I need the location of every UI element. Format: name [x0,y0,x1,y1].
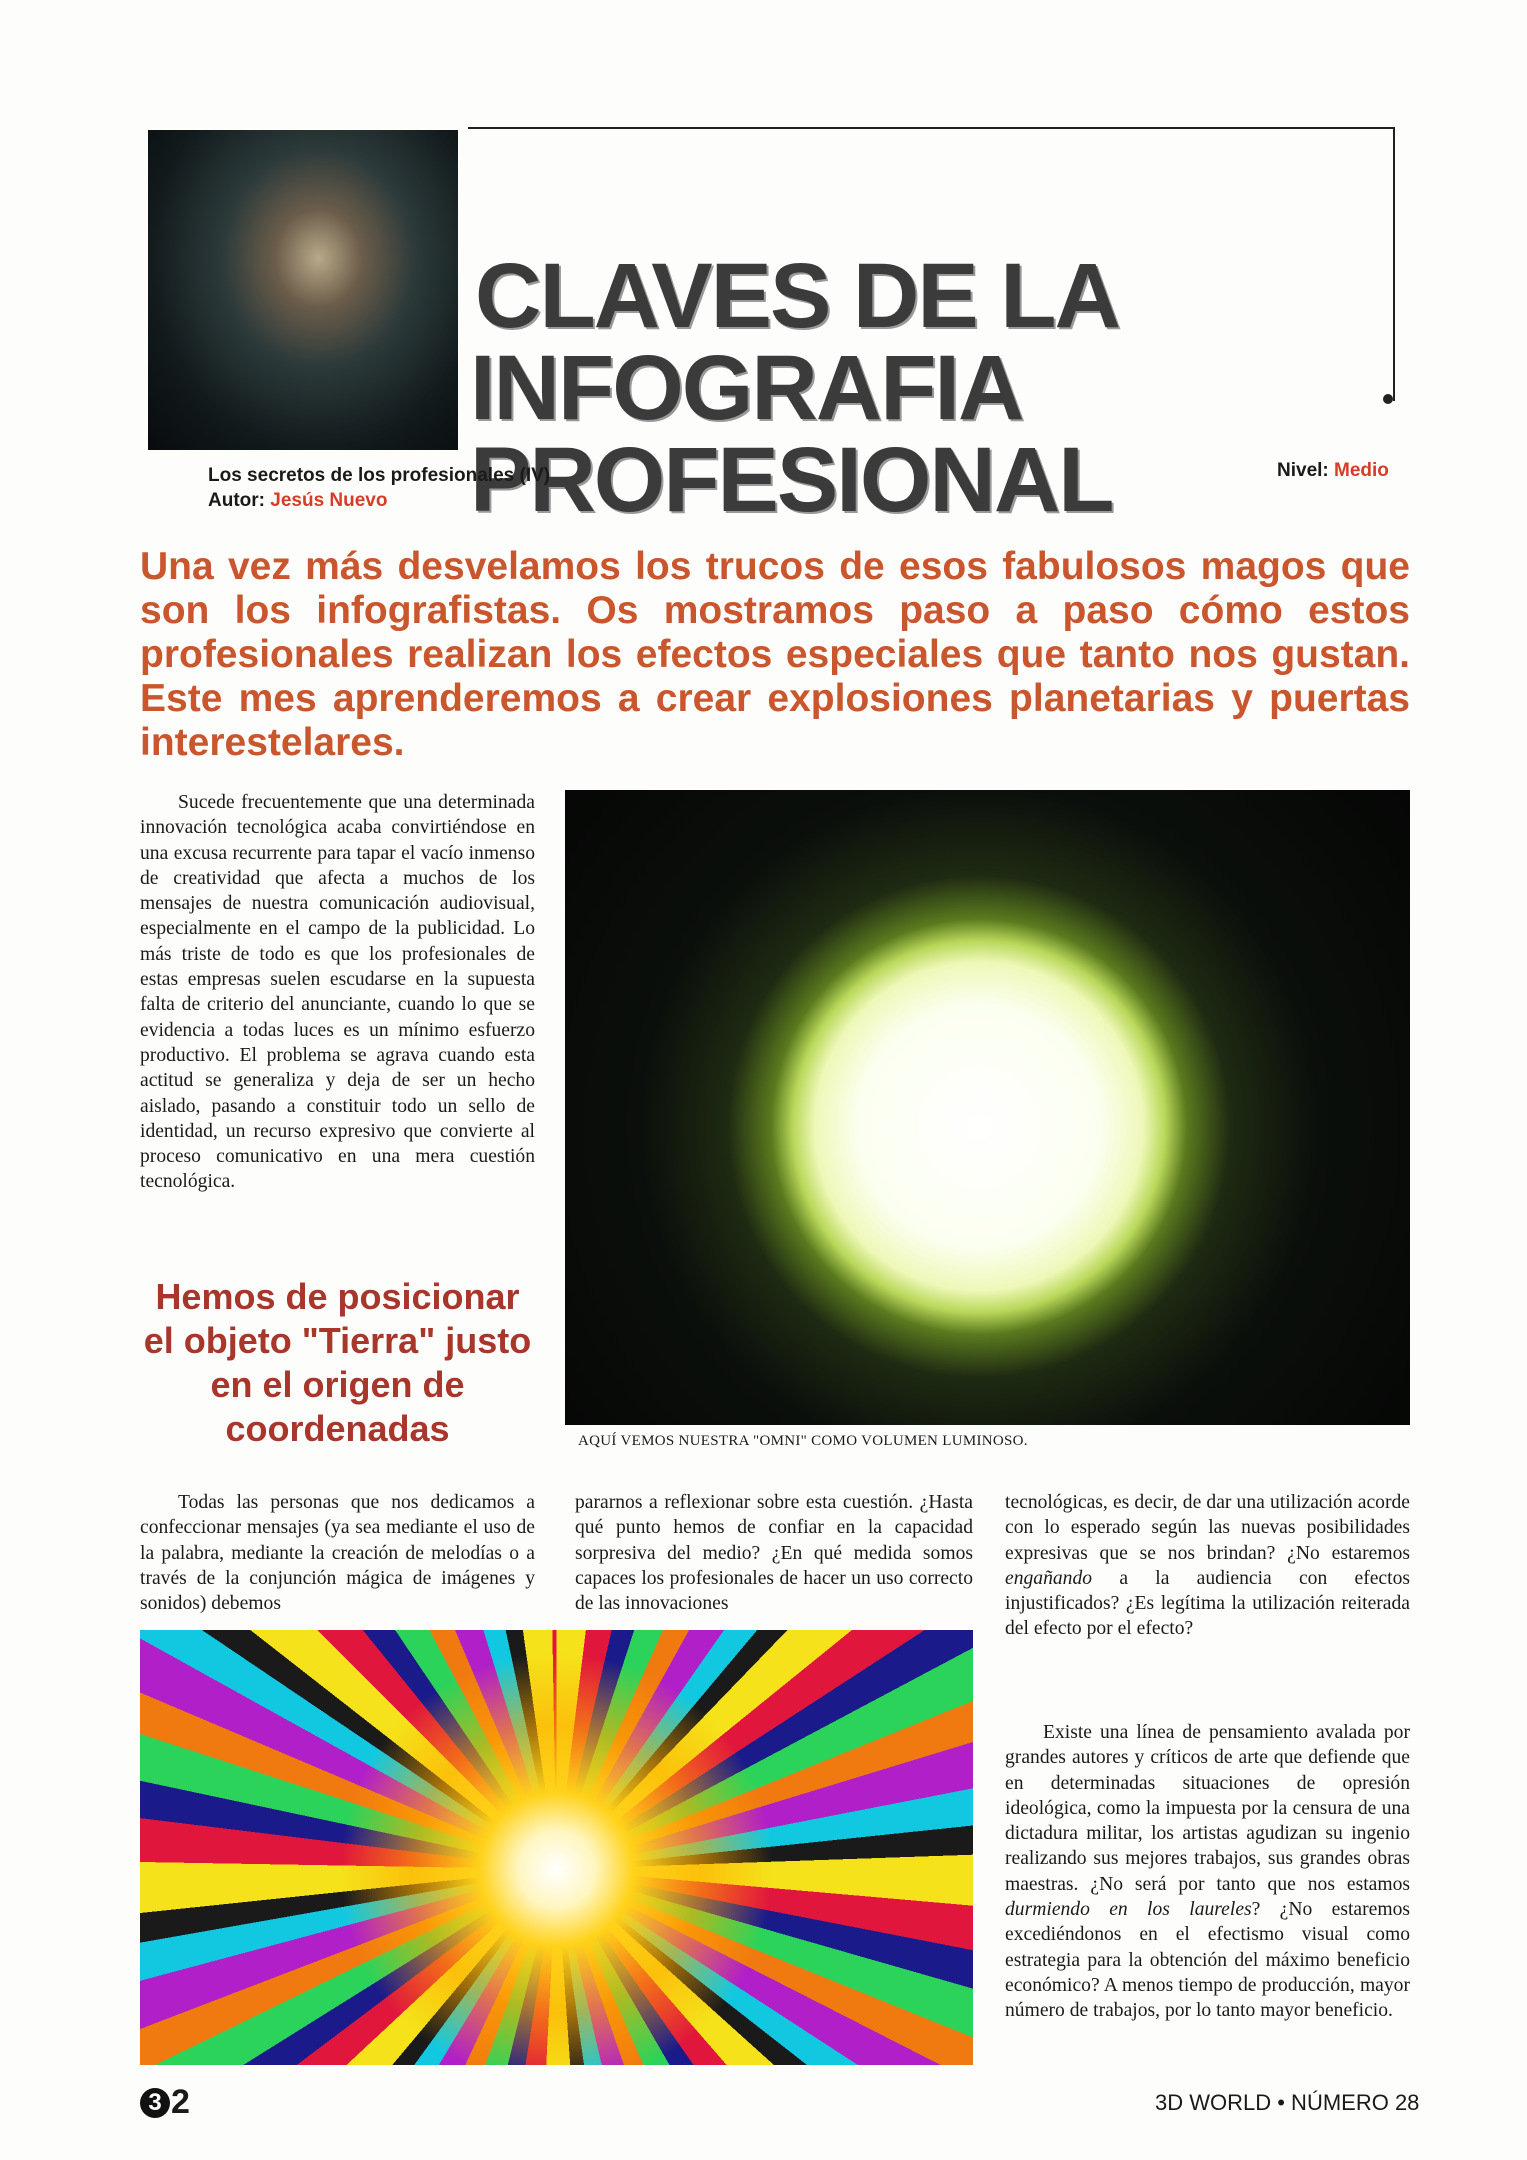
body-column-2: Todas las personas que nos dedicamos a confeccionar mensajes (ya sea mediante el uso de la palabra, mediante la creación de melodías o a través de la conjunción mágica de imágenes y sonidos) debemos [140,1492,535,1615]
page-number [140,2083,190,2122]
body-column-4-paragraph-2 [1005,1720,1410,2024]
body-column-3: pararnos a reflexionar sobre esta cuestión. ¿Hasta qué punto hemos de confiar en la capacidad sorpresiva del medio? ¿En qué medida somos capaces los profesionales de hacer un uso correcto de las innovaciones [575,1492,973,1615]
level-line [1277,460,1389,482]
author-line [208,490,388,512]
col4p2-text-a: Existe una línea de pensamiento avalada por grandes autores y críticos de arte que defiende que en determinadas situaciones de opresión ideológica, como la impuesta por la censura de una dictadura militar, los artistas agudizan su ingenio realizando sus mejores trabajos, sus grandes obras maestras. ¿No será por tanto que nos estamos [1005,1722,1410,1895]
col4-text-b: a la audiencia con efectos injustificados? ¿Es legítima la utilización reiterada del efecto por el efecto? [1005,1567,1410,1640]
page-number-circle: 3 [140,2088,170,2118]
article-title-line1: CLAVES DE LA [475,245,1119,347]
page-number-rest: 2 [171,2083,190,2121]
col4p2-emphasis: durmiendo en los laureles [1005,1899,1252,1921]
col4-text-a: tecnológicas, es decir, de dar una utilización acorde con lo esperado según las nuevas posibilidades expresivas que se nos brindan? ¿No estaremos [1005,1492,1410,1564]
series-label: Los secretos de los profesionales (IV) [208,465,551,486]
magazine-footer: 3D WORLD • NÚMERO 28 [1155,2090,1420,2115]
article-title-line2: INFOGRAFIA PROFESIONAL [470,337,1113,531]
omni-light-image [565,790,1410,1425]
body-column-4 [1005,1490,1410,1642]
col4p2-text-b: ? ¿No estaremos excediéndonos en el efectismo visual como estrategia para la obtención del máximo beneficio económico? A menos tiempo de producción, mayor número de trabajos, por lo tanto mayor beneficio. [1005,1899,1411,2022]
lead-paragraph: Una vez más desvelamos los trucos de esos fabulosos magos que son los infografistas. Os mostramos paso a paso cómo estos profesionales realizan los efectos especiales que tanto nos gustan. Este mes aprenderemos a crear explosiones planetarias y puertas interestelares. [140,545,1410,764]
col4-emphasis: engañando [1005,1567,1093,1589]
level-label: Nivel: [1277,460,1329,481]
pull-quote: Hemos de posicionar el objeto "Tierra" justo en el origen de coordenadas [143,1276,532,1449]
body-column-1: Sucede frecuentemente que una determinada innovación tecnológica acaba convirtiéndose en una excusa recurrente para tapar el vacío inmenso de creatividad que afecta a muchos de los mensajes de nuestra comunicación audiovisual, especialmente en el campo de la publicidad. Lo más triste de todo es que los profesionales de estas empresas suelen escudarse en la supuesta falta de criterio del anunciante, cuando lo que se evidencia a todas luces es un mínimo esfuerzo productivo. El problema se agrava cuando esta actitud se generaliza y deja de ser un hecho aislado, pasando a constituir todo un sello de identidad, un recurso expresivo que convierte al proceso comunicativo en una mera cuestión tecnológica. [140,792,535,1193]
image-caption: AQUÍ VEMOS NUESTRA "OMNI" COMO VOLUMEN LUMINOSO. [578,1433,1028,1449]
level-value: Medio [1334,460,1389,481]
author-name: Jesús Nuevo [270,490,388,511]
header-illustration [148,130,458,450]
author-label: Autor: [208,490,265,511]
explosion-image [140,1630,973,2065]
